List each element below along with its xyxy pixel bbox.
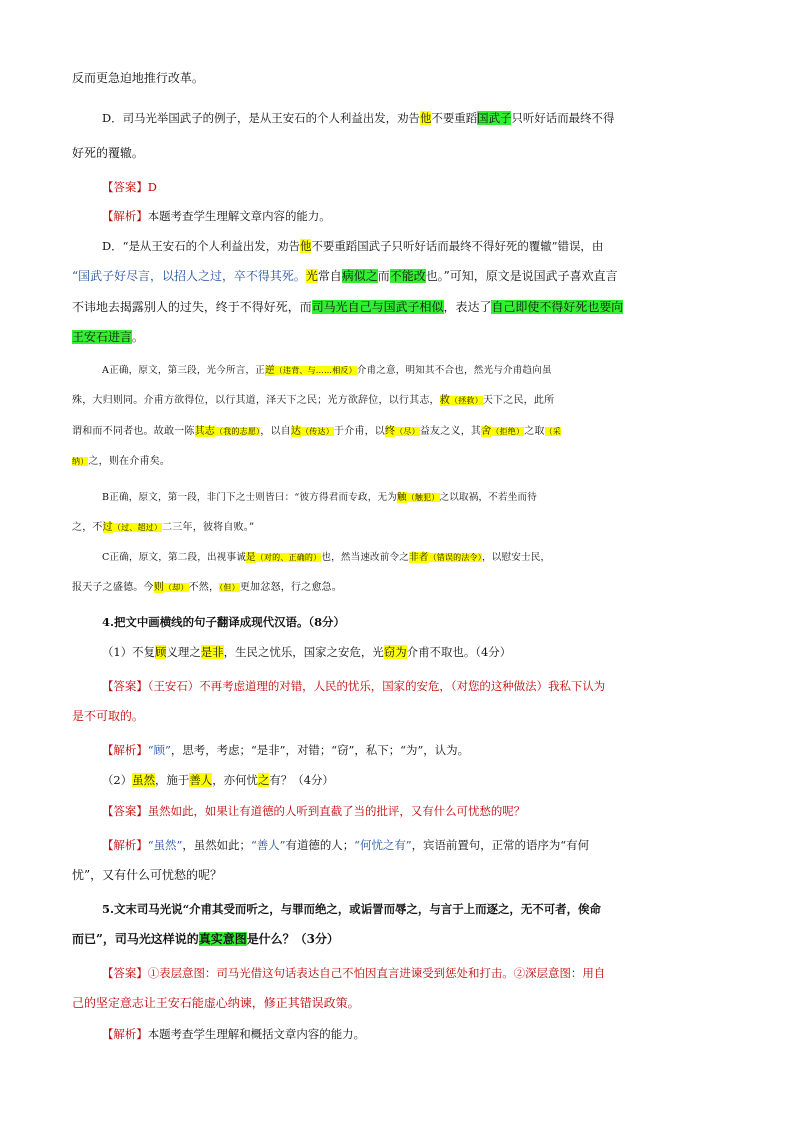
answer-line: 己的坚定意志让王安石能虚心纳谏，修正其错误政策。: [72, 996, 360, 1010]
option-a-analysis: 纳）之，则在介甫矣。: [72, 456, 171, 467]
option-a-analysis: A正确，原文，第三段，光今所言，正逆（违背、与……相反）介甫之意，明知其不合也，然光与介甫趋向虽: [102, 365, 552, 376]
answer-line: 【答案】①表层意图：司马光借这句话表达自己不怕因直言进谏受到惩处和打击。②深层意图：用自: [102, 966, 606, 980]
option-c-analysis: 报天子之盛德。今则（却）不然，（但）更加忿怒，行之愈急。: [72, 582, 342, 593]
option-b-analysis: 之，不过（过、超过）二三年，彼将自败。”: [72, 522, 255, 533]
option-c-analysis: C正确，原文，第二段，出视事诚是（对的、正确的）也，然当速改前令之非者（错误的法令），以慰安士民，: [102, 552, 551, 563]
analysis-line: D．“是从王安石的个人利益出发，劝告他不要重蹈国武子只听好话而最终不得好死的覆辙”错误，由: [102, 239, 604, 253]
option-d: D．司马光举国武子的例子，是从王安石的个人利益出发，劝告他不要重蹈国武子只听好话而最终不得: [102, 111, 615, 125]
analysis-line: 王安石进言。: [72, 330, 144, 344]
analysis-line: 忧”，又有什么可忧愁的呢？: [72, 868, 222, 882]
question-4-1: （1）不复顾义理之是非，生民之忧乐，国家之安危，光窃为介甫不取也。（4分）: [102, 645, 512, 659]
option-b-analysis: B正确，原文，第一段，非门下之士则皆曰：“彼方得君而专政，无为触（触犯）之以取祸，不若坐而待: [102, 492, 537, 503]
question-5-title: 而已”，司马光这样说的真实意图是什么？（3分）: [72, 932, 339, 946]
answer-line: 【答案】虽然如此，如果让有道德的人听到直截了当的批评，又有什么可忧愁的呢？: [102, 804, 526, 818]
question-4-title: 4.把文中画横线的句子翻译成现代汉语。（8分）: [102, 615, 345, 629]
option-a-analysis: 殊，大归则同。介甫方欲得位，以行其道，泽天下之民；光方欲辞位，以行其志，救（拯救）天下之民，此所: [72, 395, 555, 406]
analysis-line: 【解析】本题考查学生理解和概括文章内容的能力。: [102, 1027, 366, 1041]
analysis-line: 【解析】本题考查学生理解文章内容的能力。: [102, 209, 331, 223]
analysis-line: 【解析】“虽然”，虽然如此；“善人”有道德的人；“何忧之有”，宾语前置句，正常的语序为“有何: [102, 838, 590, 852]
answer-label: 【答案】D: [102, 180, 157, 194]
question-5-title: 5.文末司马光说“介甫其受而听之，与罪而绝之，或诟詈而辱之，与言于上而逐之，无不可者，俟命: [102, 902, 601, 916]
answer-line: 【答案】（王安石）不再考虑道理的对错，人民的忧乐，国家的安危，（对您的这种做法）我私下认为: [102, 679, 606, 693]
answer-line: 是不可取的。: [72, 709, 144, 723]
text-line: 好死的覆辙。: [72, 146, 144, 160]
analysis-line: 不讳地去揭露别人的过失，终于不得好死，而司马光自己与国武子相似，表达了自己即使不得好死也要向: [72, 300, 624, 314]
analysis-line: 【解析】“顾”，思考，考虑；“是非”，对错；“窃”，私下；“为”，认为。: [102, 743, 470, 757]
text-line: 反而更急迫地推行改革。: [72, 71, 204, 85]
question-4-2: （2）虽然，施于善人，亦何忧之有？（4分）: [102, 773, 334, 787]
analysis-line: “国武子好尽言，以招人之过，卒不得其死。光常自病似之而不能改也。”可知，原文是说国武子喜欢直言: [72, 269, 618, 283]
option-a-analysis: 谓和而不同者也。故敢一陈其志（我的志愿），以自达（传达）于介甫，以终（尽）益友之义，其舍（拒绝）之取（采: [72, 426, 562, 437]
